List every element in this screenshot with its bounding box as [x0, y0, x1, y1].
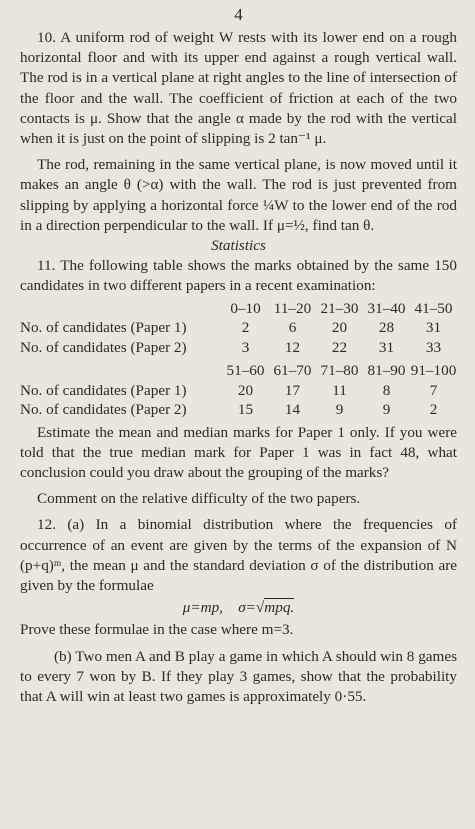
table-row — [20, 381, 457, 401]
formula-sd-radicand: mpq. — [264, 599, 295, 617]
question-12-part-b: (b) Two men A and B play a game in which A should win 8 games to every 7 won by B. If they play 3 games, show that the probability that A will win at least two games is approximately 0·55. — [20, 647, 457, 706]
table-row — [20, 400, 457, 420]
table-cell: 20 — [237, 381, 254, 399]
question-12-part-a: 12. (a) In a binomial distribution where the frequencies of occurrence of an event are given by the terms of the expansion of N (p+q)ᵐ, the mean μ and the standard deviation σ of the distribution are given by the formulae — [20, 516, 457, 595]
table-cell: 11 — [332, 381, 347, 399]
row-label: No. of candidates (Paper 1) — [20, 381, 187, 399]
table-cell: 12 — [284, 338, 301, 356]
question-11-part-3: Comment on the relative difficulty of the two papers. — [37, 490, 361, 508]
row-label: No. of candidates (Paper 2) — [20, 401, 187, 419]
table-cell: 22 — [331, 338, 348, 356]
table-header-row — [20, 361, 457, 381]
table-header-cell: 0–10 — [230, 299, 261, 317]
table-cell: 2 — [241, 319, 250, 337]
row-label: No. of candidates (Paper 2) — [20, 338, 187, 356]
row-label: No. of candidates (Paper 1) — [20, 319, 187, 337]
table-cell: 14 — [284, 401, 301, 419]
section-heading: Statistics — [211, 237, 266, 255]
table-header-cell: 91–100 — [410, 362, 457, 380]
table-cell: 33 — [425, 338, 442, 356]
table-cell: 28 — [378, 319, 395, 337]
question-10-part-2: The rod, remaining in the same vertical plane, is now moved until it makes an angle θ (>α) with the wall. The rod is just prevented from slipping by applying a horizontal force ¼W to the lower end of the rod in a direction perpendicular to the wall. If μ=½, find tan θ. — [20, 156, 457, 234]
table-cell: 31 — [425, 319, 442, 337]
question-11-intro: 11. The following table shows the marks obtained by the same 150 candidates in two different papers in a recent examination: — [20, 257, 457, 295]
formula-mean: μ=mp, — [182, 599, 223, 617]
marks-table-2 — [20, 361, 457, 420]
table-cell: 8 — [382, 381, 391, 399]
table-header-cell: 81–90 — [367, 362, 406, 380]
formula — [20, 598, 457, 618]
table-header-cell: 41–50 — [414, 299, 453, 317]
table-header-cell: 11–20 — [273, 299, 312, 317]
formula-sd-prefix: σ=√ — [238, 599, 265, 617]
page-number: 4 — [234, 5, 243, 24]
table-cell: 3 — [241, 338, 250, 356]
table-row — [20, 338, 457, 358]
question-12-prove: Prove these formulae in the case where m=3. — [20, 621, 294, 639]
table-header-cell: 21–30 — [320, 299, 359, 317]
table-row — [20, 318, 457, 338]
table-cell: 7 — [429, 381, 438, 399]
question-11-part-2: Estimate the mean and median marks for Paper 1 only. If you were told that the true median mark for Paper 1 was in fact 48, what conclusion could you draw about the grouping of the marks? — [20, 423, 457, 482]
table-cell: 15 — [237, 401, 254, 419]
table-cell: 6 — [288, 319, 297, 337]
marks-table-1 — [20, 299, 457, 358]
question-10-part-1: 10. A uniform rod of weight W rests with its lower end on a rough horizontal floor and with its upper end against a rough vertical wall. The rod is in a vertical plane at right angles to the line of intersection of the floor and the wall. The coefficient of friction at each of the two contacts is μ. Show that the angle α made by the rod with the vertical when it is just on the point of slipping is 2 tan⁻¹ μ. — [20, 29, 457, 148]
table-header-cell: 71–80 — [320, 362, 359, 380]
table-header-cell: 31–40 — [367, 299, 406, 317]
table-header-row — [20, 299, 457, 319]
table-header-cell: 51–60 — [226, 362, 265, 380]
table-cell: 17 — [284, 381, 301, 399]
table-cell: 20 — [331, 319, 348, 337]
table-cell: 2 — [429, 401, 438, 419]
table-cell: 9 — [335, 401, 344, 419]
table-header-cell: 61–70 — [273, 362, 312, 380]
table-cell: 9 — [382, 401, 391, 419]
table-cell: 31 — [378, 338, 395, 356]
